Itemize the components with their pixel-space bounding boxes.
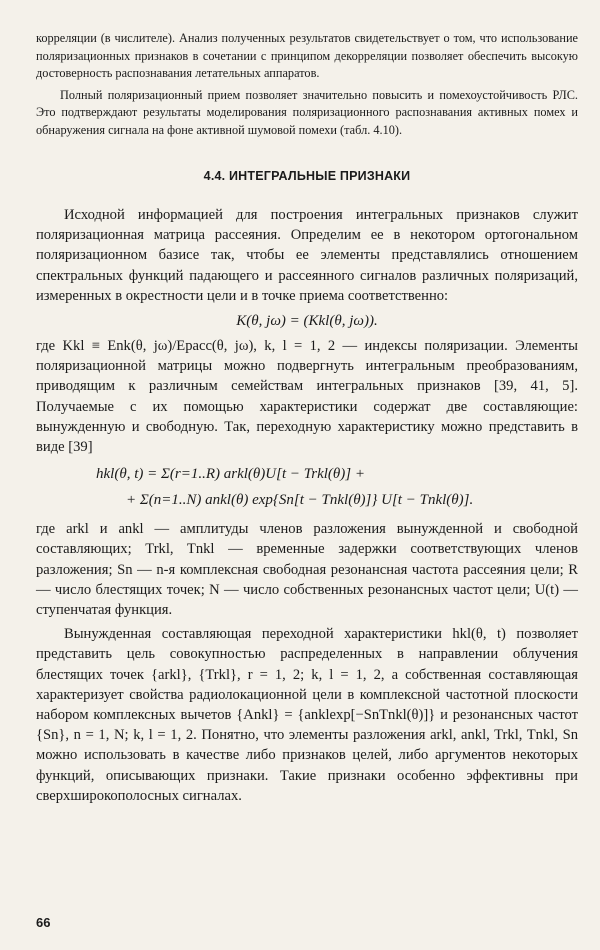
- formula-transient-line2: + Σ(n=1..N) ankl(θ) exp{Sn[t − Tnkl(θ)]} U[t − Tnkl(θ)].: [126, 492, 474, 509]
- top-text-block: [36, 30, 578, 139]
- paragraph-polarization-reception: Полный поляризационный прием позволяет значительно повысить и помехоустойчивость РЛС. Это подтверждают результаты моделирования поляризационного распознавания активных помех и обнаружения сигнала на фоне активной шумовой помехи (табл. 4.10).: [36, 87, 578, 137]
- formula-scattering-matrix: K(θ, jω) = (Kkl(θ, jω)).: [236, 313, 378, 330]
- main-text-block: [36, 205, 578, 806]
- page-number: 66: [36, 915, 51, 930]
- paragraph-where-indices: где Kkl ≡ Enk(θ, jω)/Eрасс(θ, jω), k, l = 1, 2 — индексы поляризации. Элементы поляризационной матрицы можно подвергнуть интегральным преобразованиям, приводящим к различным семействам интегральных признаков [39, 41, 5]. Получаемые с их помощью характеристики содержат две составляющие: вынужденную и свободную. Так, переходную характеристику можно представить в виде [39]: [36, 338, 578, 456]
- section-heading: 4.4. ИНТЕГРАЛЬНЫЕ ПРИЗНАКИ: [203, 169, 411, 183]
- paragraph-where-amplitudes: где arkl и ankl — амплитуды членов разложения вынужденной и свободной составляющих; Trkl, Tnkl — временные задержки соответствующих членов разложения; Sn — n-я комплексная свободная резонансная частота рассеяния цели; R — число блестящих точек; N — число собственных резонансных частот цели; U(t) — ступенчатая функция.: [36, 521, 578, 619]
- formula-transient-line1: hkl(θ, t) = Σ(r=1..R) arkl(θ)U[t − Trkl(θ)] +: [96, 466, 365, 483]
- paragraph-intro: Исходной информацией для построения интегральных признаков служит поляризационная матрица рассеяния. Определим ее в некотором ортогональном поляризационном базисе так, чтобы ее элементы представлялись отношением спектральных функций падающего и рассеянного сигналов различных поляризаций, измеренных в окрестности цели и в точке приема соответственно:: [36, 207, 578, 304]
- paragraph-forced-component: Вынужденная составляющая переходной характеристики hkl(θ, t) позволяет представить цель совокупностью распределенных в направлении облучения блестящих точек {arkl}, {Trkl}, r = 1, 2; k, l = 1, 2, а собственная составляющая характеризует свойства радиолокационной цели в комплексной частотной плоскости набором комплексных вычетов {Ankl} = {anklexp[−SnTnkl(θ)]} и резонансных частот {Sn}, n = 1, N; k, l = 1, 2. Понятно, что элементы разложения arkl, ankl, Trkl, Tnkl, Sn можно использовать в качестве либо признаков целей, либо аргументов некоторых функций, описывающих признаки. Такие признаки особенно эффективны при сверхширокополосных сигналах.: [36, 626, 578, 804]
- paragraph-correlation: корреляции (в числителе). Анализ полученных результатов свидетельствует о том, что использование поляризационных признаков в сочетании с принципом декорреляции позволяет обеспечить высокую достоверность распознавания летательных аппаратов.: [36, 31, 578, 80]
